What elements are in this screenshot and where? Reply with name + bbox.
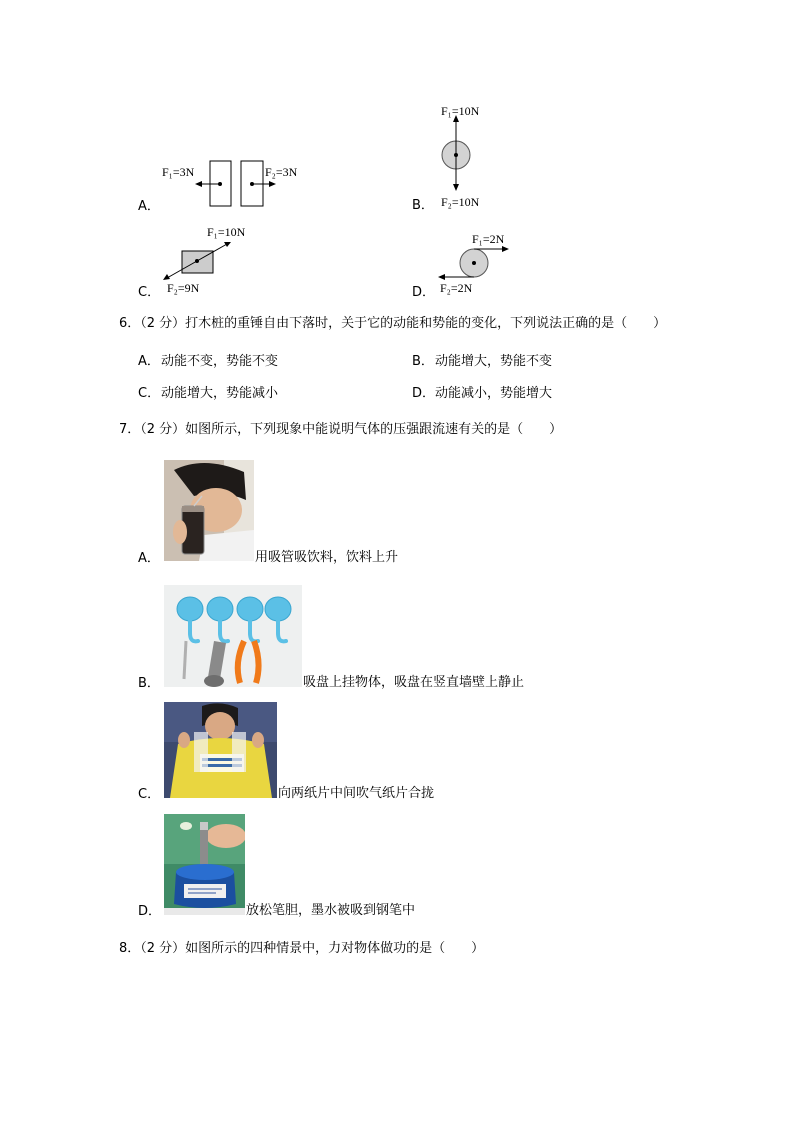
q7-option-b-text: 吸盘上挂物体，吸盘在竖直墙壁上静止 [303, 675, 525, 690]
q6-option-d-text: 动能减小，势能增大 [435, 386, 553, 401]
q7-option-d-text: 放松笔胆，墨水被吸到钢笔中 [246, 903, 416, 918]
q5-option-a-diagram [155, 150, 325, 215]
f2-arrowhead [453, 184, 459, 191]
f2-label: F₂=10N [441, 195, 480, 209]
q6-option-c-letter: C． [138, 386, 161, 401]
q7-option-b-letter: B． [138, 676, 160, 691]
q5-option-b-diagram [430, 100, 530, 212]
f2-label: F₂=9N [167, 281, 200, 295]
q7-option-d-photo [164, 814, 245, 915]
q7-option-a-letter: A． [138, 551, 160, 566]
q7-option-a-text: 用吸管吸饮料，饮料上升 [255, 550, 399, 565]
q5-option-c-diagram [155, 222, 275, 300]
q5-option-a-letter: A． [138, 199, 160, 214]
q6-option-b-text: 动能增大，势能不变 [435, 354, 553, 369]
f1-label: F₁=10N [441, 104, 480, 118]
q6-stem: 6．（2 分）打木桩的重锤自由下落时，关于它的动能和势能的变化，下列说法正确的是（ ） [119, 316, 667, 331]
q8-stem: 8．（2 分）如图所示的四种情景中，力对物体做功的是（ ） [119, 941, 485, 956]
q7-option-b-photo [164, 585, 302, 687]
suction-hooks-image [164, 585, 302, 687]
f2-label: F₂=2N [440, 281, 473, 295]
q6-option-b-letter: B． [412, 354, 434, 369]
f2-arrowhead [438, 274, 445, 280]
q5-option-b-letter: B． [412, 198, 434, 213]
q6-option-a-letter: A． [138, 354, 160, 369]
f1-arrowhead [224, 242, 231, 247]
wheel-center [472, 261, 476, 265]
f1-label: F₁=3N [162, 165, 195, 179]
boy-drinking-image [164, 460, 254, 561]
q6-option-c-text: 动能增大，势能减小 [161, 386, 279, 401]
q7-option-c-letter: C． [138, 787, 161, 802]
q5-option-d-letter: D． [412, 285, 436, 300]
ink-bottle-image [164, 814, 245, 915]
q7-option-c-photo [164, 702, 277, 798]
q5-option-c-letter: C． [138, 285, 161, 300]
f1-label: F₁=10N [207, 225, 246, 239]
q7-option-a-photo [164, 460, 254, 561]
q6-option-d-letter: D． [412, 386, 436, 401]
f2-arrowhead [269, 181, 276, 187]
f2-label: F₂=3N [265, 165, 298, 179]
f1-arrowhead [195, 181, 202, 187]
q5-option-d-diagram [430, 228, 530, 300]
q7-option-d-letter: D． [138, 904, 162, 919]
q7-option-c-text: 向两纸片中间吹气纸片合拢 [278, 786, 435, 801]
q7-stem: 7．（2 分）如图所示，下列现象中能说明气体的压强跟流速有关的是（ ） [119, 422, 563, 437]
f1-label: F₁=2N [472, 232, 505, 246]
blowing-paper-image [164, 702, 277, 798]
q6-option-a-text: 动能不变，势能不变 [161, 354, 279, 369]
f1-arrowhead [502, 246, 509, 252]
